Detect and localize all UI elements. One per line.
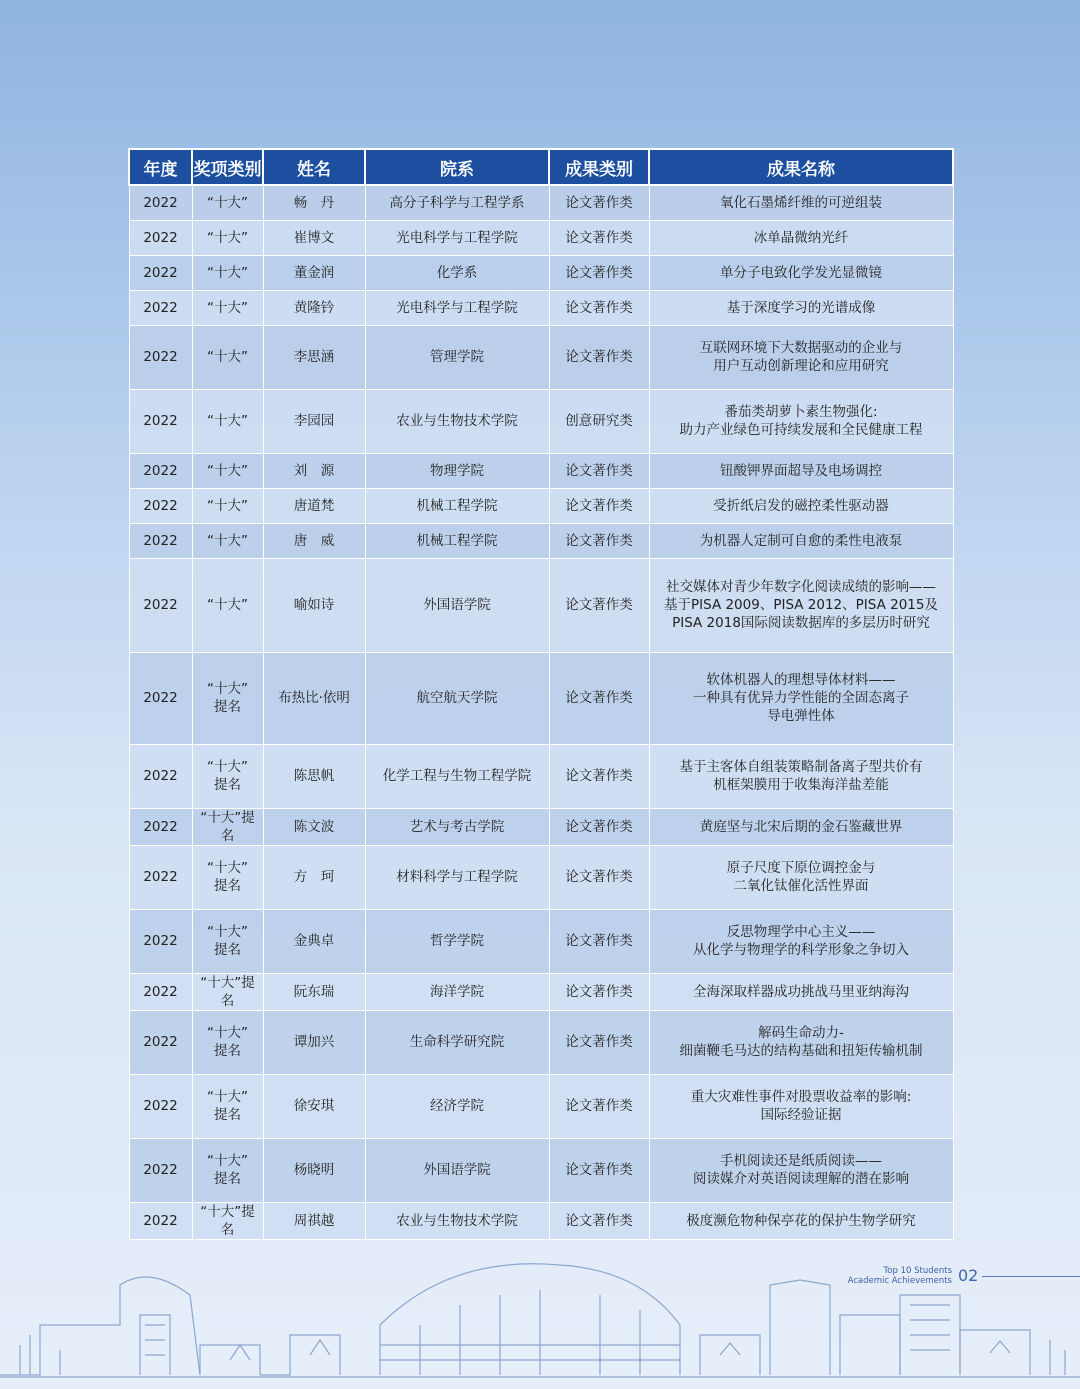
cell-category: 论文著作类 [549, 845, 649, 909]
cell-year: 2022 [129, 1010, 192, 1074]
cell-category: 论文著作类 [549, 488, 649, 523]
cell-category: 论文著作类 [549, 523, 649, 558]
cell-achievement-title: 重大灾难性事件对股票收益率的影响: 国际经验证据 [649, 1074, 953, 1138]
cell-name: 唐道梵 [263, 488, 365, 523]
cell-year: 2022 [129, 1074, 192, 1138]
table-row [129, 290, 953, 325]
cell-department: 化学工程与生物工程学院 [365, 744, 549, 808]
cell-name: 黄隆钤 [263, 290, 365, 325]
cell-name: 周祺越 [263, 1202, 365, 1239]
achievements-table [128, 148, 954, 1240]
cell-category: 论文著作类 [549, 453, 649, 488]
cell-year: 2022 [129, 973, 192, 1010]
cell-year: 2022 [129, 909, 192, 973]
table-row [129, 652, 953, 744]
cell-department: 管理学院 [365, 325, 549, 389]
cell-award-type: “十大” 提名 [192, 909, 263, 973]
table-header-row [129, 149, 953, 185]
cell-achievement-title: 手机阅读还是纸质阅读—— 阅读媒介对英语阅读理解的潜在影响 [649, 1138, 953, 1202]
cell-award-type: “十大” [192, 220, 263, 255]
cell-name: 布热比·依明 [263, 652, 365, 744]
cell-achievement-title: 互联网环境下大数据驱动的企业与 用户互动创新理论和应用研究 [649, 325, 953, 389]
cell-category: 论文著作类 [549, 1074, 649, 1138]
cell-year: 2022 [129, 845, 192, 909]
header-category: 成果类别 [549, 149, 649, 185]
cell-achievement-title: 单分子电致化学发光显微镜 [649, 255, 953, 290]
cell-department: 光电科学与工程学院 [365, 290, 549, 325]
cell-achievement-title: 软体机器人的理想导体材料—— 一种具有优异力学性能的全固态离子 导电弹性体 [649, 652, 953, 744]
achievements-table-container [128, 148, 952, 1240]
cell-award-type: “十大” 提名 [192, 652, 263, 744]
cell-year: 2022 [129, 523, 192, 558]
cell-department: 机械工程学院 [365, 523, 549, 558]
cell-name: 唐 威 [263, 523, 365, 558]
cell-achievement-title: 反思物理学中心主义—— 从化学与物理学的科学形象之争切入 [649, 909, 953, 973]
cell-category: 论文著作类 [549, 744, 649, 808]
cell-year: 2022 [129, 1202, 192, 1239]
cell-award-type: “十大” [192, 558, 263, 652]
table-row [129, 1010, 953, 1074]
cell-category: 论文著作类 [549, 1138, 649, 1202]
cell-name: 杨晓明 [263, 1138, 365, 1202]
cell-year: 2022 [129, 488, 192, 523]
cell-achievement-title: 氧化石墨烯纤维的可逆组装 [649, 185, 953, 220]
cell-award-type: “十大” 提名 [192, 845, 263, 909]
table-row [129, 220, 953, 255]
cell-department: 生命科学研究院 [365, 1010, 549, 1074]
cell-achievement-title: 基于主客体自组装策略制备离子型共价有 机框架膜用于收集海洋盐差能 [649, 744, 953, 808]
cell-award-type: “十大” 提名 [192, 1010, 263, 1074]
cell-year: 2022 [129, 808, 192, 845]
cell-award-type: “十大”提名 [192, 808, 263, 845]
cell-department: 航空航天学院 [365, 652, 549, 744]
cell-department: 材料科学与工程学院 [365, 845, 549, 909]
cell-category: 论文著作类 [549, 808, 649, 845]
table-row [129, 185, 953, 220]
cell-name: 陈文波 [263, 808, 365, 845]
cell-year: 2022 [129, 220, 192, 255]
cell-year: 2022 [129, 1138, 192, 1202]
cell-award-type: “十大” 提名 [192, 1074, 263, 1138]
page-number: 02 [958, 1266, 979, 1285]
cell-department: 外国语学院 [365, 1138, 549, 1202]
footer-series-title [848, 1266, 952, 1286]
table-body [129, 185, 953, 1239]
cell-achievement-title: 为机器人定制可自愈的柔性电液泵 [649, 523, 953, 558]
footer-line-2: Academic Achievements [847, 1276, 952, 1286]
cell-award-type: “十大” [192, 290, 263, 325]
cell-category: 论文著作类 [549, 652, 649, 744]
table-row [129, 255, 953, 290]
cell-department: 光电科学与工程学院 [365, 220, 549, 255]
cell-year: 2022 [129, 290, 192, 325]
table-row [129, 325, 953, 389]
cell-year: 2022 [129, 325, 192, 389]
table-row [129, 488, 953, 523]
cell-achievement-title: 解码生命动力- 细菌鞭毛马达的结构基础和扭矩传输机制 [649, 1010, 953, 1074]
cell-achievement-title: 全海深取样器成功挑战马里亚纳海沟 [649, 973, 953, 1010]
cell-department: 农业与生物技术学院 [365, 1202, 549, 1239]
cell-department: 化学系 [365, 255, 549, 290]
cell-department: 农业与生物技术学院 [365, 389, 549, 453]
cell-category: 论文著作类 [549, 185, 649, 220]
cell-year: 2022 [129, 185, 192, 220]
cell-achievement-title: 冰单晶微纳光纤 [649, 220, 953, 255]
table-row [129, 808, 953, 845]
header-name: 姓名 [263, 149, 365, 185]
table-row [129, 1138, 953, 1202]
cell-achievement-title: 钮酸钾界面超导及电场调控 [649, 453, 953, 488]
cell-name: 刘 源 [263, 453, 365, 488]
cell-award-type: “十大” 提名 [192, 1138, 263, 1202]
table-row [129, 909, 953, 973]
cell-award-type: “十大” [192, 325, 263, 389]
cell-name: 金典卓 [263, 909, 365, 973]
cell-year: 2022 [129, 389, 192, 453]
cell-department: 哲学学院 [365, 909, 549, 973]
cell-department: 经济学院 [365, 1074, 549, 1138]
table-row [129, 453, 953, 488]
cell-department: 外国语学院 [365, 558, 549, 652]
cell-category: 论文著作类 [549, 325, 649, 389]
table-row [129, 523, 953, 558]
cell-achievement-title: 原子尺度下原位调控金与 二氧化钛催化活性界面 [649, 845, 953, 909]
cell-award-type: “十大” [192, 453, 263, 488]
cell-name: 畅 丹 [263, 185, 365, 220]
cell-category: 论文著作类 [549, 255, 649, 290]
cell-category: 论文著作类 [549, 909, 649, 973]
cell-year: 2022 [129, 744, 192, 808]
table-row [129, 389, 953, 453]
cell-name: 董金润 [263, 255, 365, 290]
cell-name: 阮东瑞 [263, 973, 365, 1010]
table-row [129, 1074, 953, 1138]
cell-name: 李思涵 [263, 325, 365, 389]
cell-achievement-title: 社交媒体对青少年数字化阅读成绩的影响—— 基于PISA 2009、PISA 2012、PISA 2015及 PISA 2018国际阅读数据库的多层历时研究 [649, 558, 953, 652]
cell-category: 论文著作类 [549, 220, 649, 255]
cell-achievement-title: 受折纸启发的磁控柔性驱动器 [649, 488, 953, 523]
table-row [129, 845, 953, 909]
cell-category: 论文著作类 [549, 1202, 649, 1239]
cell-award-type: “十大”提名 [192, 1202, 263, 1239]
cell-name: 徐安琪 [263, 1074, 365, 1138]
table-row [129, 744, 953, 808]
cell-category: 论文著作类 [549, 1010, 649, 1074]
cell-year: 2022 [129, 652, 192, 744]
cell-award-type: “十大” [192, 185, 263, 220]
cell-category: 创意研究类 [549, 389, 649, 453]
cell-achievement-title: 极度濒危物种保亭花的保护生物学研究 [649, 1202, 953, 1239]
cell-award-type: “十大” [192, 255, 263, 290]
table-row [129, 558, 953, 652]
cell-year: 2022 [129, 255, 192, 290]
cell-department: 高分子科学与工程学系 [365, 185, 549, 220]
footer-rule [982, 1276, 1080, 1277]
cell-name: 喻如诗 [263, 558, 365, 652]
cell-name: 李园园 [263, 389, 365, 453]
cell-award-type: “十大”提名 [192, 973, 263, 1010]
cell-achievement-title: 基于深度学习的光谱成像 [649, 290, 953, 325]
header-achievement-title: 成果名称 [649, 149, 953, 185]
cell-achievement-title: 番茄类胡萝卜素生物强化: 助力产业绿色可持续发展和全民健康工程 [649, 389, 953, 453]
cell-department: 海洋学院 [365, 973, 549, 1010]
cell-award-type: “十大” [192, 523, 263, 558]
cell-name: 崔博文 [263, 220, 365, 255]
table-row [129, 973, 953, 1010]
cell-name: 谭加兴 [263, 1010, 365, 1074]
cell-name: 方 珂 [263, 845, 365, 909]
cell-year: 2022 [129, 558, 192, 652]
cell-category: 论文著作类 [549, 558, 649, 652]
cell-category: 论文著作类 [549, 290, 649, 325]
cell-name: 陈思帆 [263, 744, 365, 808]
cell-achievement-title: 黄庭坚与北宋后期的金石鉴藏世界 [649, 808, 953, 845]
header-award-type: 奖项类别 [192, 149, 263, 185]
campus-skyline-illustration [0, 1225, 1080, 1389]
cell-year: 2022 [129, 453, 192, 488]
cell-award-type: “十大” [192, 488, 263, 523]
header-department: 院系 [365, 149, 549, 185]
cell-department: 物理学院 [365, 453, 549, 488]
cell-award-type: “十大” [192, 389, 263, 453]
cell-department: 艺术与考古学院 [365, 808, 549, 845]
footer-line-1: Top 10 Students [883, 1266, 952, 1276]
cell-award-type: “十大” 提名 [192, 744, 263, 808]
cell-department: 机械工程学院 [365, 488, 549, 523]
cell-category: 论文著作类 [549, 973, 649, 1010]
header-year: 年度 [129, 149, 192, 185]
